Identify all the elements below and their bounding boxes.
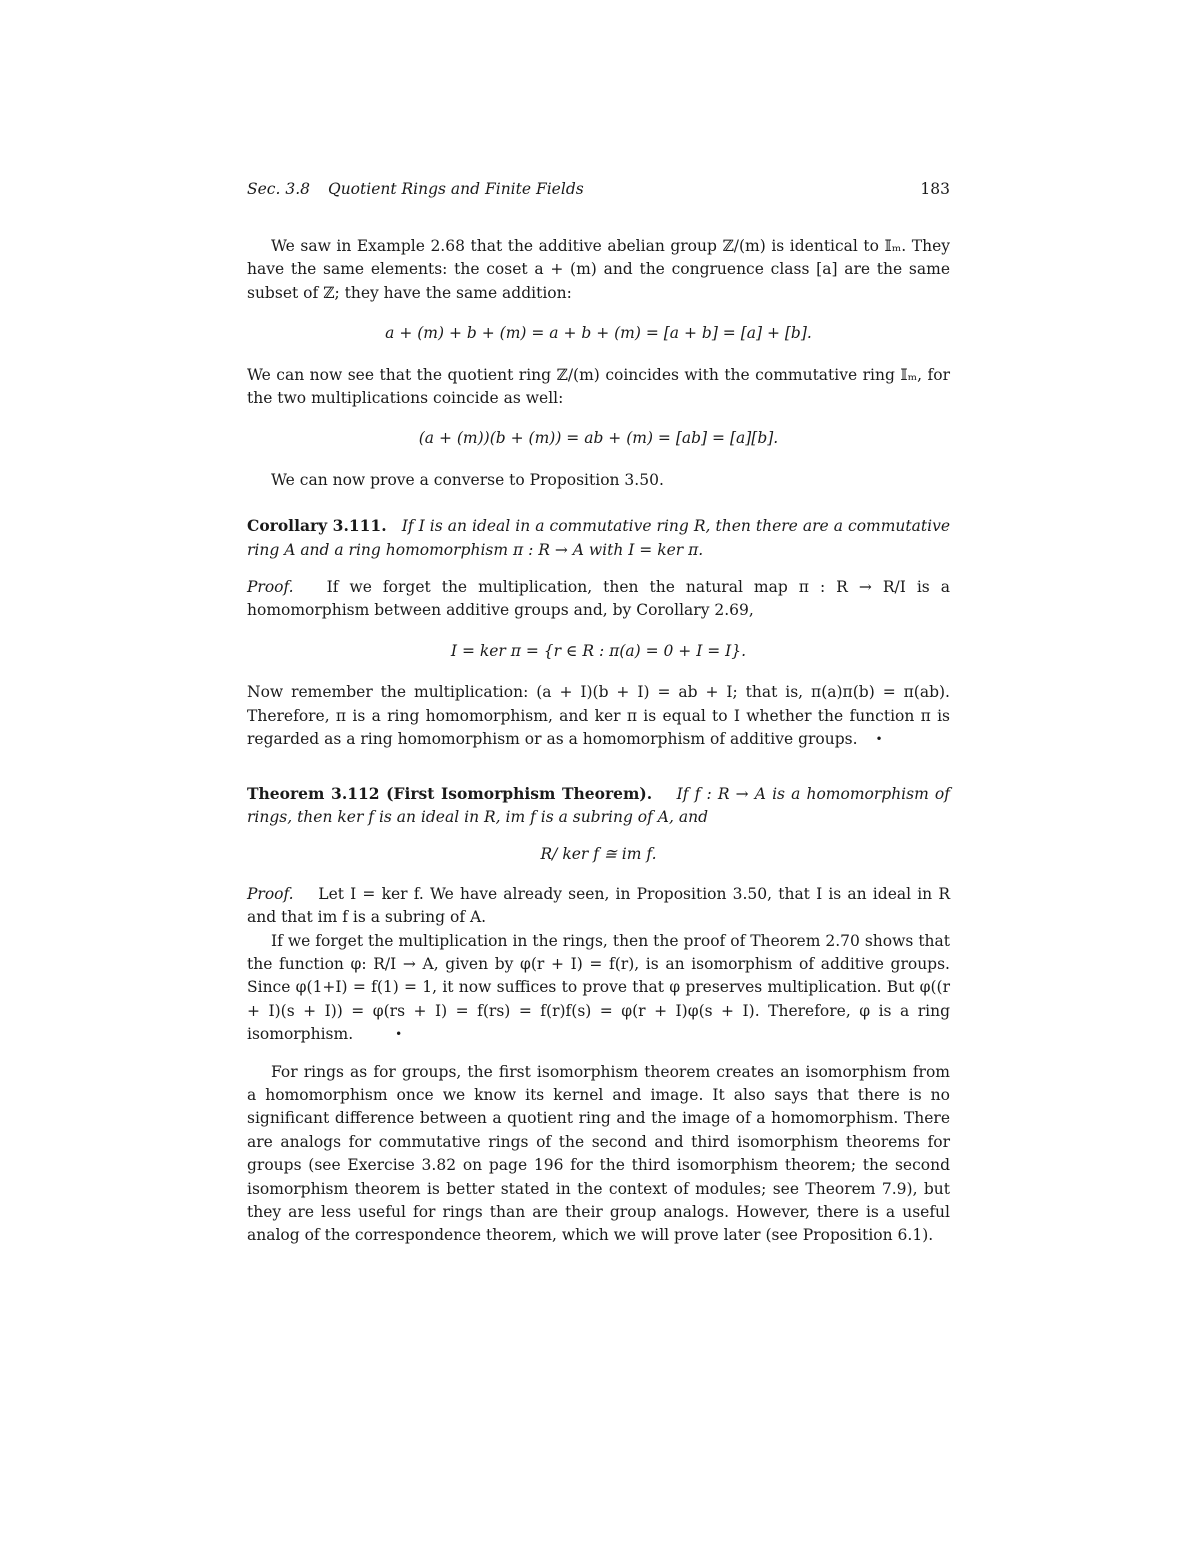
paragraph-forget-multiplication <box>247 930 950 1047</box>
proof-theorem <box>247 883 950 930</box>
proof-corollary <box>247 576 950 623</box>
qed-bullet: • <box>395 1027 403 1042</box>
paragraph-text: If we forget the multiplication in the rings, then the proof of Theorem 2.70 shows that the function φ: R/I → A, given by φ(r + I) = f(r), is an isomorphism of additive groups. Since φ(1+I) = f(1) = 1, it now suffices to prove that φ preserves multiplication. But φ((r + I)(s + I)) = φ(rs + I) = f(rs) = f(r)f(s) = φ(r + I)φ(s + I). Therefore, φ is a ring isomorphism. <box>247 931 950 1044</box>
proof-label: Proof. <box>247 578 294 597</box>
running-title <box>247 180 584 198</box>
section-title: Quotient Rings and Finite Fields <box>327 180 584 198</box>
paragraph-remember-multiplication <box>247 681 950 751</box>
paragraph-quotient-coincides: We can now see that the quotient ring ℤ/(m) coincides with the commutative ring 𝕀ₘ, for the two multiplications coincide as well: <box>247 365 950 408</box>
theorem-3-112 <box>247 782 950 830</box>
paragraph-converse-intro: We can now prove a converse to Proposition 3.50. <box>271 470 664 489</box>
section-number: Sec. 3.8 <box>247 180 310 198</box>
corollary-statement: If I is an ideal in a commutative ring R, then there are a commutative ring A and a ring homomorphism π : R → A with I = ker π. <box>247 517 950 559</box>
page-number: 183 <box>920 180 950 198</box>
equation-multiplication: (a + (m))(b + (m)) = ab + (m) = [ab] = [a][b]. <box>418 429 779 448</box>
proof-label: Proof. <box>247 884 294 903</box>
paragraph-rings-as-groups: For rings as for groups, the first isomorphism theorem creates an isomorphism from a homomorphism once we know its kernel and image. It also says that there is no significant difference between a quotient ring and the image of a homomorphism. There are analogs for commutative rings of the second and third isomorphism theorems for groups (see Exercise 3.82 on page 196 for the third isomorphism theorem; the second isomorphism theorem is better stated in the context of modules; see Theorem 7.9), but they are less useful for rings than are their group analogs. However, there is a useful analog of the correspondence theorem, which we will prove later (see Proposition 6.1). <box>247 1062 950 1245</box>
page <box>247 180 950 1248</box>
paragraph-zm-identity: We saw in Example 2.68 that the additive abelian group ℤ/(m) is identical to 𝕀ₘ. They have the same elements: the coset a + (m) and the congruence class [a] are the same subset of ℤ; they have the same addition: <box>247 237 950 302</box>
equation-kernel: I = ker π = {r ∈ R : π(a) = 0 + I = I}. <box>450 641 747 660</box>
equation-addition: a + (m) + b + (m) = a + b + (m) = [a + b] = [a] + [b]. <box>385 324 812 343</box>
proof-text: Let I = ker f. We have already seen, in Proposition 3.50, that I is an ideal in R and that im f is a subring of A. <box>247 884 950 927</box>
paragraph-text: Now remember the multiplication: (a + I)(b + I) = ab + I; that is, π(a)π(b) = π(ab). Therefore, π is a ring homomorphism, and ker π is equal to I whether the function π is regarded as a ring homomorphism or as a homomorphism of additive groups. <box>247 683 950 749</box>
corollary-heading: Corollary 3.111. <box>247 516 387 536</box>
theorem-statement: If f : R → A is a homomorphism of rings, then ker f is an ideal in R, im f is a subring of A, and <box>247 784 950 826</box>
qed-bullet: • <box>875 732 883 747</box>
theorem-heading: Theorem 3.112 (First Isomorphism Theorem). <box>247 783 653 803</box>
equation-isomorphism: R/ ker f ≅ im f. <box>540 845 657 864</box>
corollary-3-111 <box>247 514 950 562</box>
running-header <box>247 180 950 210</box>
proof-text: If we forget the multiplication, then the natural map π : R → R/I is a homomorphism between additive groups and, by Corollary 2.69, <box>247 578 950 620</box>
